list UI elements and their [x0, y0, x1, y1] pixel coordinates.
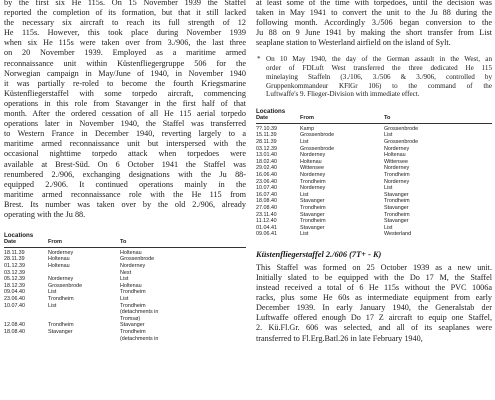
from-cell: Holtenau [300, 158, 322, 165]
from-cell: Norderney [300, 152, 326, 159]
from-cell: List [300, 231, 309, 238]
date-cell: 18.11.39 [4, 249, 25, 256]
from-cell: Holtenau [48, 256, 70, 263]
text-line: Brest. Its number was taken over by the old 2./906, already [4, 199, 246, 209]
to-header: To [120, 239, 127, 246]
date-cell: 16.06.40 [256, 171, 277, 178]
to-cell: Trondheim [384, 171, 410, 178]
to-cell: Stavanger [384, 218, 409, 225]
from-header: From [48, 239, 62, 246]
text-line: to Western France in December 1940, reverting largely to a [4, 129, 246, 139]
table-row [256, 218, 492, 225]
text-line: Luftwaffe offered enough Do 17 Z aircraft to equip one Staffel, [256, 313, 492, 323]
table-row [256, 146, 492, 153]
text-line: reported the completion of its formation, but that it still lacked [4, 8, 246, 18]
text-line: Küstenfliegerstaffel with some torpedo aircraft, commencing [4, 88, 246, 98]
text-line: maritime armed reconnaissance role with the He 115 from [4, 189, 246, 199]
locations-header-row [256, 115, 492, 124]
to-header: To [384, 114, 391, 121]
from-cell: Grossenbrode [300, 145, 335, 152]
text-line: reconnaissance unit within Küstenfliegergruppe 506 for the [4, 58, 246, 68]
date-cell: 18.08.40 [256, 198, 277, 205]
text-line: seaplane station to Westerland airfield on the island of Sylt. [256, 38, 451, 48]
table-row [4, 329, 246, 336]
from-cell [48, 336, 120, 343]
table-row [4, 270, 246, 277]
date-cell: 23.06.40 [256, 178, 277, 185]
date-cell: 27.08.40 [256, 204, 277, 211]
to-cell: Grossenbrode [120, 256, 155, 263]
table-row [4, 276, 246, 283]
date-cell [4, 309, 48, 316]
section-body-text [256, 263, 492, 344]
footnote-marker: * [257, 55, 261, 64]
text-line: at least some of the time with torpedoes, until the decision was [256, 0, 492, 7]
from-cell: Norderney [48, 276, 74, 283]
table-row [4, 322, 246, 329]
to-cell: (detachments in [120, 309, 159, 316]
left-column [4, 0, 246, 400]
from-cell: Grossenbrode [48, 282, 83, 289]
from-cell [48, 316, 120, 323]
to-cell: List [120, 296, 129, 303]
text-line: it was partially re-roled to become the fourth Kriegsmarine [4, 78, 246, 88]
text-line: on 20 November 1939. Employed as a maritime armed [4, 48, 246, 58]
text-line: when six He 115s were taken over from 3./906, the last three [4, 38, 246, 48]
table-row [4, 336, 246, 343]
from-header: From [300, 114, 314, 121]
text-line: Gruppenkommandeur KFlGr 106) to the command of the [266, 81, 492, 90]
text-line: minelaying Staffeln (3./106, 3./506 & 3./906, controlled by [266, 72, 492, 81]
footnote [256, 55, 492, 99]
table-row [4, 296, 246, 303]
date-cell: ??.10.39 [256, 125, 277, 132]
left-body-text [4, 0, 246, 220]
to-cell: Tromsø) [120, 315, 141, 322]
table-row [256, 192, 492, 199]
locations-rows [4, 250, 246, 342]
left-locations-table [4, 232, 246, 342]
from-cell: Trondheim [300, 218, 326, 225]
table-row [256, 185, 492, 192]
text-line: instead received a total of 6 He 115s without the PVC 1006a [256, 283, 492, 293]
text-line: operating with the Ju 88. [4, 209, 86, 219]
text-line: order of FDLuft West transferred the three dedicated He 115 [266, 64, 492, 73]
table-row [4, 283, 246, 290]
to-cell: Stavanger [384, 204, 409, 211]
table-row [256, 132, 492, 139]
from-cell: List [48, 302, 57, 309]
to-cell: (detachments in [120, 335, 159, 342]
text-line: available at Brest-Süd. On 6 October 1941 the Staffel was [4, 159, 246, 169]
from-cell: Norderney [300, 171, 326, 178]
text-line: month. After the ordered cessation of all He 115 aerial torpedo [4, 109, 246, 119]
from-cell: Wittensee [300, 165, 324, 172]
to-cell: Grossenbrode [384, 125, 419, 132]
right-locations-table [256, 108, 492, 238]
table-row [256, 231, 492, 238]
text-line: following month. Accordingly 3./506 began conversion to the [256, 18, 492, 28]
table-row [256, 139, 492, 146]
from-cell: Norderney [48, 249, 74, 256]
table-row [256, 159, 492, 166]
table-row [256, 198, 492, 205]
text-line: Ju 88 on 9 June 1941 by making the short transfer from List [256, 28, 492, 38]
date-cell [4, 316, 48, 323]
locations-title: Locations [256, 107, 286, 115]
to-cell: Norderney [384, 145, 410, 152]
text-line: occasional nighttime torpedo attack when torpedoes were [4, 149, 246, 159]
to-cell: Holtenau [120, 249, 142, 256]
table-row [4, 303, 246, 310]
date-cell: 18.02.40 [256, 158, 277, 165]
date-cell: 03.12.39 [4, 269, 25, 276]
from-cell: Norderney [300, 185, 326, 192]
from-cell: Stavanger [300, 224, 325, 231]
right-body-text [256, 0, 492, 48]
date-cell: 01.12.39 [4, 263, 25, 270]
to-cell: Holtenau [120, 282, 142, 289]
date-header: Date [4, 239, 17, 246]
date-cell: 23.06.40 [4, 296, 25, 303]
to-cell: Westerland [384, 231, 412, 238]
to-cell: Trondheim [120, 289, 146, 296]
text-line: Initially slated to be equipped with the Do 17 M, the Staffel [256, 272, 492, 282]
text-line: maritime armed reconnaissance unit but interspersed with the [4, 139, 246, 149]
date-cell: 23.11.40 [256, 211, 277, 218]
text-line: 2. Kü.Fl.Gr. 606 was selected, and all of its seaplanes were [256, 323, 492, 333]
from-cell: List [300, 191, 309, 198]
to-cell: Nest [120, 269, 132, 276]
table-row [256, 126, 492, 133]
to-cell: List [384, 132, 393, 139]
date-cell: 10.07.40 [256, 185, 277, 192]
text-line: He 115s. However, this took place during November 1939 [4, 28, 246, 38]
to-cell: Norderney [384, 165, 410, 172]
date-cell: 03.12.39 [256, 145, 277, 152]
table-row [256, 225, 492, 232]
from-cell [48, 270, 120, 277]
table-row [4, 289, 246, 296]
to-cell: Stavanger [120, 322, 145, 329]
text-line: the necessary six aircraft to reach its full strength of 12 [4, 18, 246, 28]
text-line: Luftwaffe's 9. Flieger-Division with immediate effect. [266, 90, 420, 99]
table-row [4, 256, 246, 263]
to-cell: List [384, 224, 393, 231]
date-cell: 15.11.39 [256, 132, 277, 139]
text-line: equipped 2./906. It continued operations mainly in the [4, 179, 246, 189]
table-row [256, 152, 492, 159]
from-cell: Trondheim [300, 178, 326, 185]
date-cell: 29.02.40 [256, 165, 277, 172]
from-cell: List [300, 138, 309, 145]
text-line: On 10 May 1940, the day of the German assault in the West, an [266, 55, 492, 64]
date-cell: 12.08.40 [4, 322, 25, 329]
date-header: Date [256, 114, 269, 121]
date-cell: 28.11.39 [256, 138, 277, 145]
text-line: by the first six He 115s. On 15 November 1939 the Staffel [4, 0, 246, 7]
to-cell: Norderney [384, 178, 410, 185]
date-cell: 11.12.40 [256, 218, 277, 225]
table-row [4, 250, 246, 257]
to-cell: List [120, 276, 129, 283]
date-cell: 13.01.40 [256, 152, 277, 159]
date-cell: 16.07.40 [256, 191, 277, 198]
to-cell: Wittensee [384, 158, 408, 165]
date-cell: 10.07.40 [4, 302, 25, 309]
from-cell [48, 309, 120, 316]
locations-rows [256, 126, 492, 238]
table-row [256, 179, 492, 186]
locations-title: Locations [4, 232, 34, 240]
from-cell: Stavanger [300, 198, 325, 205]
to-cell: Trondheim [120, 302, 146, 309]
date-cell: 18.08.40 [4, 328, 25, 335]
to-cell: Stavanger [384, 191, 409, 198]
date-cell: 09.04.40 [4, 289, 25, 296]
footnote-text [266, 55, 492, 99]
to-cell: Trondheim [120, 328, 146, 335]
to-cell: List [384, 185, 393, 192]
from-cell: Stavanger [300, 211, 325, 218]
from-cell: Holtenau [48, 263, 70, 270]
table-row [4, 263, 246, 270]
from-cell: Trondheim [48, 322, 74, 329]
table-row [256, 165, 492, 172]
from-cell: Trondheim [48, 296, 74, 303]
date-cell: 18.12.39 [4, 282, 25, 289]
date-cell: 28.11.39 [4, 256, 25, 263]
table-row [256, 205, 492, 212]
text-line: operations later in November 1940, the Staffel was transferred [4, 119, 246, 129]
from-cell: List [48, 289, 57, 296]
right-column [256, 0, 492, 400]
text-line: December 1939. In early January 1940, the Generalstab der [256, 303, 492, 313]
to-cell: Trondheim [384, 198, 410, 205]
text-line: taken in May 1941 to convert the unit to the Ju 88 during the [256, 8, 492, 18]
date-cell: 09.06.41 [256, 231, 277, 238]
text-line: operations in this role from Stavanger in the first half of that [4, 98, 246, 108]
text-line: Norwegian campaign in May/June of 1940, in November 1940 [4, 68, 246, 78]
table-row [4, 316, 246, 323]
date-cell: 05.12.39 [4, 276, 25, 283]
table-row [4, 309, 246, 316]
from-cell: Trondheim [300, 204, 326, 211]
text-line: This Staffel was formed on 25 October 1939 as a new unit. [256, 262, 492, 272]
table-row [256, 212, 492, 219]
date-cell [4, 336, 48, 343]
locations-header-row [4, 239, 246, 248]
from-cell: Stavanger [48, 328, 73, 335]
text-line: transferred to Fl.Erg.Batl.26 in late February 1940, [256, 333, 423, 343]
from-cell: Grossenbrode [300, 132, 335, 139]
text-line: racks, plus some He 60s as intermediate equipment from early [256, 293, 492, 303]
to-cell: Norderney [120, 263, 146, 270]
to-cell: Holtenau [384, 152, 406, 159]
text-line: renumbered 2./906, exchanging designations with the Ju 88- [4, 169, 246, 179]
from-cell: Kamp [300, 125, 315, 132]
to-cell: Grossenbrode [384, 138, 419, 145]
date-cell: 01.04.41 [256, 224, 277, 231]
section-heading: Küstenfliegerstaffel 2./606 (7T+ - K) [256, 249, 382, 259]
table-row [256, 172, 492, 179]
to-cell: Trondheim [384, 211, 410, 218]
